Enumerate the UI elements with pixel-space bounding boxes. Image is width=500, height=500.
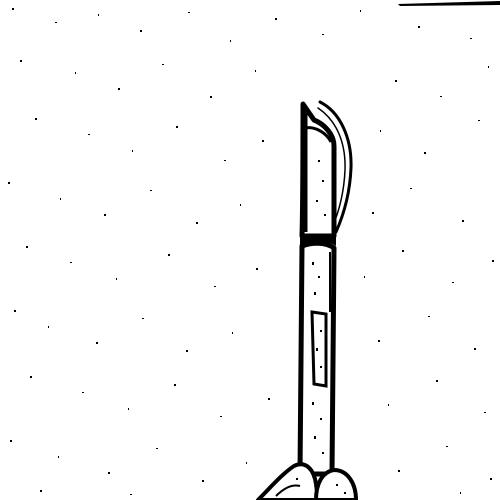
hand-left-finger [258,464,318,500]
top-edge-line [398,1,500,6]
paper-speckles [8,8,494,495]
handle [300,243,334,474]
